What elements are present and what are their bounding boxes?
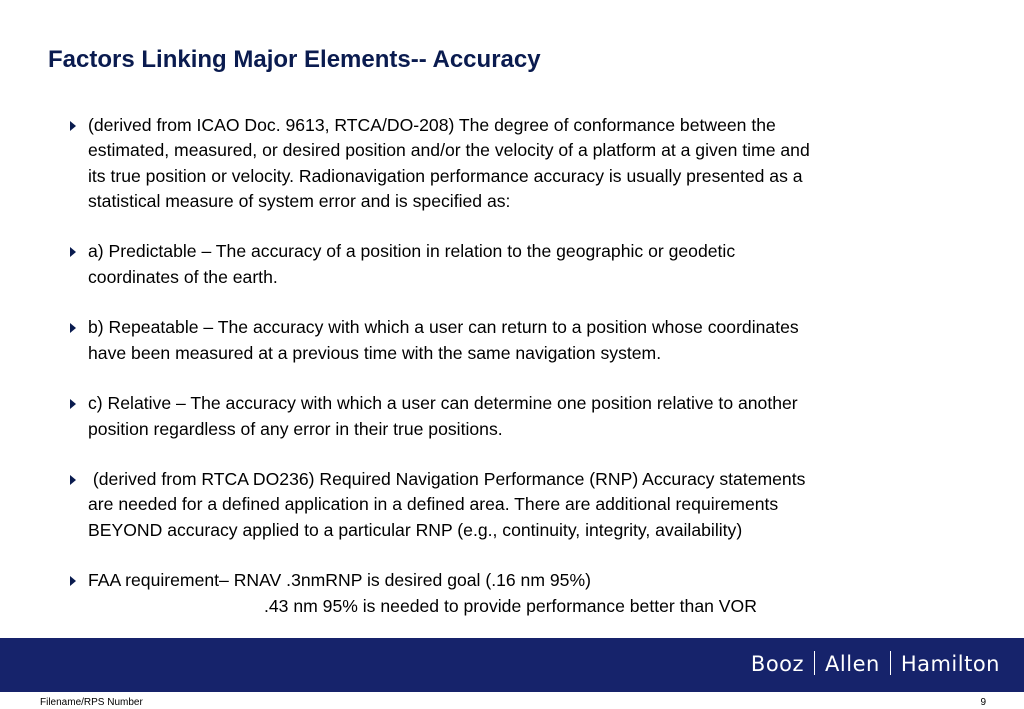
- bullet-text-line: (derived from ICAO Doc. 9613, RTCA/DO-208) The degree of conformance between the: [88, 115, 776, 135]
- bullet-text-line: (derived from RTCA DO236) Required Navigation Performance (RNP) Accuracy statements: [88, 469, 806, 490]
- bullet-item: [70, 239, 970, 290]
- triangle-bullet-icon: [70, 399, 76, 409]
- bullet-text-line: a) Predictable – The accuracy of a position in relation to the geographic or geodetic: [88, 241, 736, 262]
- footer-filename: Filename/RPS Number: [40, 697, 143, 708]
- bullet-item: [70, 467, 970, 543]
- bullet-text-line: coordinates of the earth.: [88, 266, 278, 287]
- brand-word-allen: Allen: [825, 652, 880, 676]
- bullet-text-line: statistical measure of system error and is specified as:: [88, 190, 511, 211]
- brand-word-booz: Booz: [750, 652, 805, 676]
- bullet-item: [70, 113, 970, 214]
- page-number: 9: [980, 697, 986, 708]
- triangle-bullet-icon: [70, 576, 76, 586]
- slide-title: Factors Linking Major Elements-- Accuracy: [48, 46, 541, 73]
- brand-divider: [890, 651, 891, 675]
- bullet-item: [70, 568, 970, 619]
- triangle-bullet-icon: [70, 475, 76, 485]
- bullet-text-line: b) Repeatable – The accuracy with which a user can return to a position whose coordinates: [88, 317, 799, 338]
- booz-allen-hamilton-logo: [751, 652, 1000, 677]
- bullet-text-line: c) Relative – The accuracy with which a user can determine one position relative to another: [88, 393, 798, 414]
- bullet-continuation-line: .43 nm 95% is needed to provide performance better than VOR: [264, 595, 757, 616]
- triangle-bullet-icon: [70, 247, 76, 257]
- bullet-text-line: position regardless of any error in their true positions.: [88, 418, 503, 439]
- brand-word-hamilton: Hamilton: [900, 652, 1000, 676]
- footer-band: [0, 638, 1024, 692]
- bullet-item: [70, 391, 970, 442]
- bullet-text-line: its true position or velocity. Radionavigation performance accuracy is usually presented as a: [88, 165, 803, 186]
- bullet-text-line: BEYOND accuracy applied to a particular RNP (e.g., continuity, integrity, availability): [88, 519, 743, 540]
- brand-divider: [814, 651, 815, 675]
- triangle-bullet-icon: [70, 323, 76, 333]
- bullet-text-line: have been measured at a previous time with the same navigation system.: [88, 342, 662, 363]
- bullet-item: [70, 315, 970, 366]
- triangle-bullet-icon: [70, 121, 76, 131]
- bullet-list: [70, 113, 970, 644]
- bullet-text-line: estimated, measured, or desired position and/or the velocity of a platform at a given time and: [88, 140, 810, 161]
- bullet-text-line: FAA requirement– RNAV .3nmRNP is desired goal (.16 nm 95%): [88, 570, 591, 591]
- bullet-text-line: are needed for a defined application in a defined area. There are additional requirements: [88, 494, 779, 515]
